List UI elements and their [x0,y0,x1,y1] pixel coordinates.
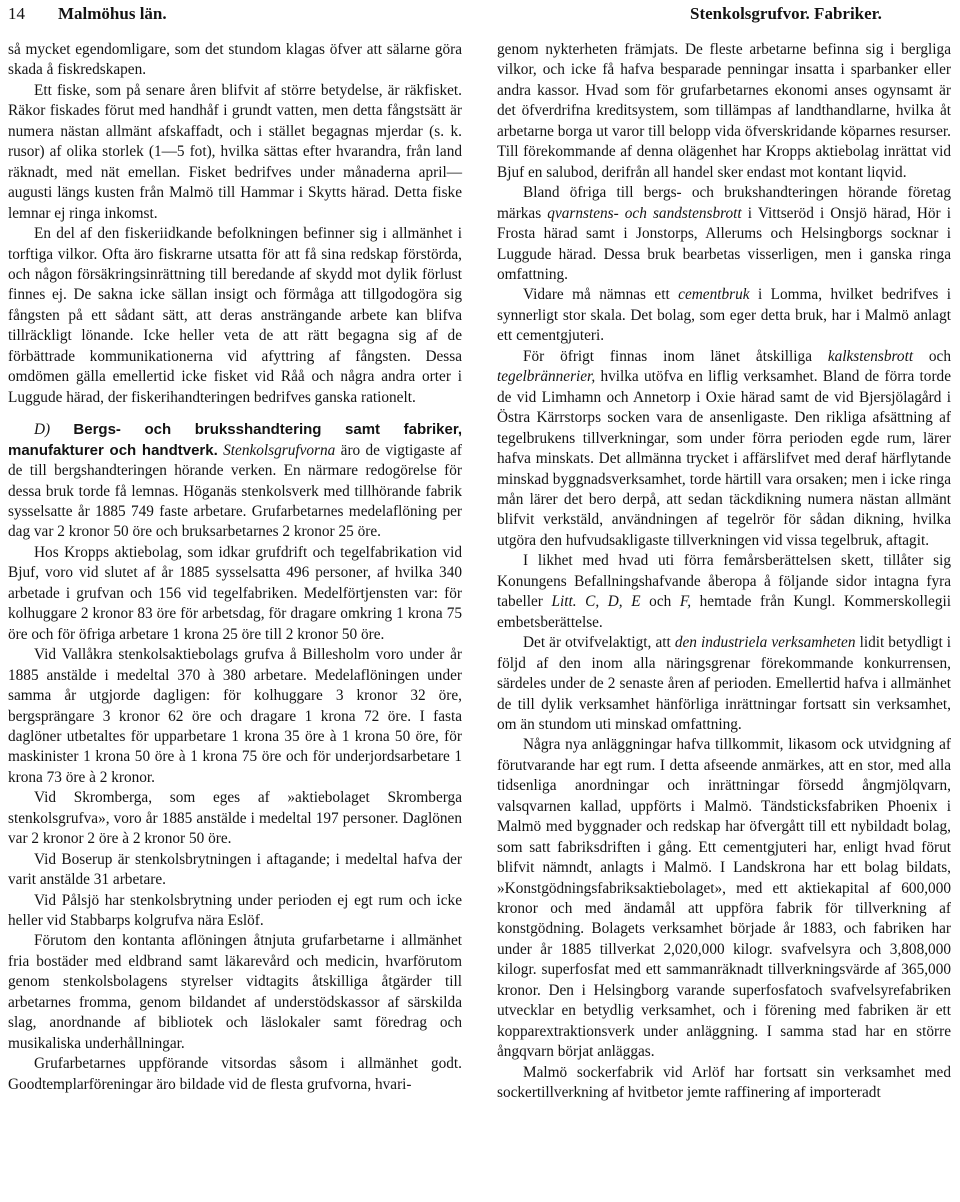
left-paragraph-2: Ett fiske, som på senare åren blifvit af större betydelse, är räkfisket. Räkor fiskades förut med handhåf i grundt vatten, men detta fångstsätt är numera nästan allmänt afskaffadt, och i stället begagnas mjerdar (s. k. rusor) af olika storlek (1—5 fot), hvilka sättas efter hvarandra, från land räknadt, med nät emellan. Fisket bedrifves under månaderna april—augusti längs kusten från Malmö till Hammar i Skytts härad. Detta fiske lemnar ej ringa inkomst. [8,81,462,222]
left-paragraph-1: så mycket egendomligare, som det stundom klagas öfver att sälarne göra skada å fiskredskapen. [8,41,462,79]
right-paragraph-2 [497,183,951,285]
section-d-paragraph [8,420,462,543]
text-run: och [928,347,951,365]
left-paragraph-11: Grufarbetarnes uppförande vitsordas såsom i allmänhet godt. Goodtemplarföreningar äro bildade vid de flesta grufvorna, hvari- [8,1055,462,1093]
text-run: I likhet med hvad uti förra femårsberättelsen skett, tillåter sig Konungens Befallningshafvande åberopa å följande sidor intagna fyra tabeller [497,552,951,611]
right-paragraph-4 [497,347,951,552]
right-paragraph-8: Malmö sockerfabrik vid Arlöf har fortsatt sin verksamhet med sockertillverkning af hvitbetor jemte raffinering af importeradt [497,1063,951,1102]
right-column [497,40,951,1104]
left-paragraph-8: Vid Boserup är stenkolsbrytningen i aftagande; i medeltal hafva der varit anstälde 31 arbetare. [8,850,462,889]
emphasis-tables: Litt. C, D, E [551,593,641,611]
left-paragraph-7: Vid Skromberga, som eges af »aktiebolaget Skromberga stenkolsgrufva», voro år 1885 anstälde i medeltal 197 personer. Daglönen var 2 kronor 2 öre à 2 kronor 50 öre. [8,789,462,848]
section-emphasis: Stenkolsgrufvorna [223,441,336,459]
right-paragraph-6 [497,633,951,735]
text-run: i Lomma, hvilket bedrifves i synnerligt stor skala. Det bolag, som eger detta bruk, har i Malmö anlagt ett cementgjuteri. [497,286,951,345]
left-paragraph-9: Vid Pålsjö har stenkolsbrytning under perioden ej egt rum och icke heller vid Stabbarps kolgrufva nära Eslöf. [8,891,462,930]
emphasis-cementbruk: cementbruk [678,286,750,304]
text-run: Det är otvifvelaktigt, att [523,634,671,652]
running-header [0,0,960,34]
text-run: För öfrigt finnas inom länet åtskilliga [523,347,812,365]
text-run: Bland öfriga till bergs- och brukshandteringen hörande företag märkas [497,184,951,222]
emphasis-quarries: qvarnstens- och sandstensbrott [547,204,742,222]
section-number: D) [34,421,51,439]
text-run: i Vittseröd i Onsjö härad, Hör i Frosta härad samt i Jonstorps, Allerums och Helsingborgs socknar i Luggude härad. Dessa bruk bearbetas visserligen, men i ganska ringa omfattning. [497,204,951,283]
left-paragraph-5: Hos Kropps aktiebolag, som idkar grufdrift och tegelfabrikation vid Bjuf, voro vid slutet af år 1885 sysselsatta 496 personer, af hvilka 340 arbetade i grufvan och 156 vid tegelfabriken. Medelförtjensten var: för kolhuggare 2 kronor 83 öre för arbetsdag, för dragare omkring 1 krona 75 öre och för öfriga arbetare 1 krona 25 öre till 2 kronor 50 öre. [8,543,462,643]
section-heading: Bergs- och bruksshandtering samt fabriker, manufakturer och handtverk. [8,421,463,459]
right-paragraph-1: genom nykterheten främjats. De fleste arbetarne befinna sig i bergliga vilkor, och icke få hafva besparade penningar insatta i sparbanker eller andra kassor. Hvad som för grufarbetarnes ekonomi anses ogynsamt är det öfverdrifna kreditsystem, som tillämpas af landthandlarne, hvilka åt arbetarne borga ut varor till belopp vida öfverskridande köparnes resurser. Till förekommande af denna olägenhet har Kropps aktiebolag inrättat vid Bjuf en salubod, derifrån all handel sker endast mot kontant liqvid. [497,41,951,181]
right-paragraph-3 [497,285,951,346]
left-running-title: Malmöhus län. [58,4,167,23]
text-run: Vidare må nämnas ett [523,286,670,304]
left-column [8,40,462,1095]
emphasis-kalkstensbrott: kalkstensbrott [827,347,914,365]
emphasis-table-f: F, [679,593,692,611]
emphasis-industriela: den industriela verksamheten [674,634,856,652]
left-paragraph-6: Vid Vallåkra stenkolsaktiebolags grufva å Billesholm voro under år 1885 anstälde i medeltal 370 à 380 arbetare. Medelaflöningen under samma år utgjorde dagligen: för kolhuggare 3 kronor 32 öre, bergsprängare 3 kronor 62 öre och dragare 1 krona 72 öre. I fasta daglöner utbetaltes för upparbetare 1 krona 35 öre à 1 krona 50 öre, för maskinister 1 krona 50 öre à 1 krona 75 öre och för underjordsarbetare 1 krona 73 öre à 2 kronor. [8,646,462,786]
right-running-title: Stenkolsgrufvor. Fabriker. [690,4,882,23]
text-run: hvilka utöfva en liflig verksamhet. Bland de förra torde de vid Limhamn och Annetorp i Oxie härad samt de vid Bjersjölagård i Östra Kärrstorps socken vara de ansenligaste. Den rikliga afsättning af tegelbrukens tillverkningar, som under förra perioden egde rum, lärer hafva minskats. Det allmänna trycket i affärslifvet med deraf härflytande minskad byggnadsverksamhet, torde härtill vara orsaken; men i icke ringa mån lärer det bero derpå, att sedan täckdikning numera nästan allmänt blifvit verkstäld, användningen af tegelrör för sådan dikning, hvilka utgöra den hufvudsakligaste tillverkningen vid vissa tegelbruk, aftagit. [497,368,951,549]
right-paragraph-5 [497,551,951,633]
text-run: hemtade från Kungl. Kommerskollegii embetsberättelse. [497,593,951,631]
left-paragraph-10: Förutom den kontanta aflöningen åtnjuta grufarbetarne i allmänhet fria bostäder med eldbrand samt läkarevård och medicin, hvarförutom genom stenkolsbolagens styrelser vidtagits åtskilliga åtgärder till arbetarnes fromma, genom bildandet af understödskassor af särskilda slag, anordnande af bibliotek och läslokaler samt föredrag och musikaliska underhållningar. [8,932,462,1052]
right-paragraph-7: Några nya anläggningar hafva tillkommit, likasom ock utvidgning af förutvarande har egt rum. I detta afseende anmärkes, att en stor, med alla tidsenliga anordningar och inrättningar försedd ångmjölqvarn, valsqvarnen kallad, uppförts i Malmö. Tändsticksfabriken Phoenix i Malmö med byggnader och redskap har öfvergått till ett nybildadt bolag, som satt fabriksdriften i gång. Ett cementgjuteri har, enligt hvad förut blifvit nämndt, anlagts i Malmö. I Landskrona har ett bolag bildats, »Konstgödningsfabriksaktiebolaget», med ett aktiekapital af 600,000 kronor och med ändamål att uppföra fabrik för tillverkning af konstgödning. Bolagets verksamhet började år 1883, och fabriken har under år 1885 tillverkat 2,020,000 kilogr. svafvelsyra och 3,808,000 kilogr. superfosfat med ett sammanräknadt tillverkningsvärde af 365,000 kronor. Den i Helsingborg varande superfosfatoch svafvelsyrefabriken utvecklar en betydlig verksamhet, och i förening med fabriken är ett kopparextraktionsverk under anläggning. I samma stad har en större ångqvarn börjat anläggas. [497,736,951,1061]
left-paragraph-3: En del af den fiskeriidkande befolkningen befinner sig i allmänhet i torftiga vilkor. Ofta äro fiskrarne utsatta för att få sina redskap förstörda, och någon försäkringsinrättning till beredande af skydd mot dylik förlust finnes ej. De sakna icke sällan insigt och förmåga att tillgodogöra sig fångsten på ett sådant sätt, att deras ansträngande arbete kan blifva tillräckligt lönande. Icke heller veta de att rätt begagna sig af de förbättrade kommunikationerna vid afyttring af fångsten. Dessa omdömen gälla emellertid icke fisket vid Råå och några andra orter i Luggude härad, der fiskerihandteringen bedrifves ganska rationelt. [8,225,462,406]
text-run: och [649,593,672,611]
section-text: äro de vigtigaste af de till bergshandteringen hörande verken. En närmare redogörelse för dessa bruk torde få lemnas. Höganäs stenkolsverk med tillhörande fabrik sysselsatte år 1885 749 faste arbetare. Grufarbetarnes medelaflöning per dag var 2 kronor 50 öre och bruksarbetarnes 2 kronor 25 öre. [8,441,463,541]
emphasis-tegelbrannerier: tegelbrännerier, [497,368,596,386]
text-run: lidit betydligt i följd af den inom alla näringsgrenar förekommande konkurrensen, särdeles under de 2 senaste åren af perioden. Emellertid hafva i allmänhet de till dylik verksamhet hänförliga inrättningar fortsatt sin verksamhet, om än stundom uti minskad omfattning. [497,634,952,733]
page-number: 14 [8,4,25,23]
